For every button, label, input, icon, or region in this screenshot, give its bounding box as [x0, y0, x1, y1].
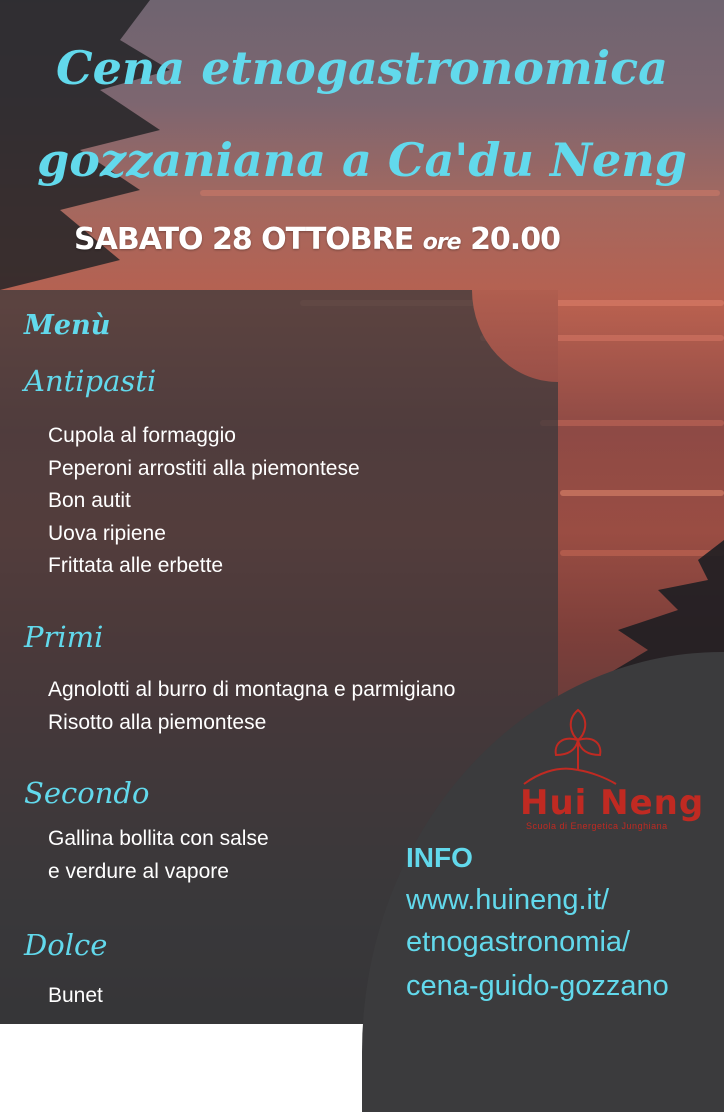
date-main: SABATO 28 OTTOBRE — [74, 222, 414, 257]
info-url-line1[interactable]: www.huineng.it/ — [406, 884, 610, 916]
list-item: Peperoni arrostiti alla piemontese — [48, 456, 360, 480]
section-primi: Primi — [24, 620, 104, 654]
section-secondo: Secondo — [24, 776, 150, 810]
section-dolce: Dolce — [24, 928, 108, 962]
list-item: Bon autit — [48, 489, 131, 512]
cloud-streak — [200, 190, 720, 196]
list-item: Uova ripiene — [48, 521, 166, 545]
logo-tagline: Scuola di Energetica Junghiana — [526, 821, 668, 831]
section-antipasti: Antipasti — [24, 364, 157, 398]
info-heading: INFO — [406, 842, 473, 873]
info-url-line3[interactable]: cena-guido-gozzano — [406, 970, 669, 1002]
list-item: Frittata alle erbette — [48, 554, 224, 577]
list-item: Cupola al formaggio — [48, 424, 236, 447]
menu-heading: Menù — [24, 310, 111, 341]
antipasti-list — [48, 420, 360, 583]
list-item: Agnolotti al burro di montagna e parmigiano — [48, 678, 456, 701]
date-ore: ore — [422, 230, 461, 255]
cloud-streak — [540, 420, 724, 426]
list-item: e verdure al vapore — [48, 859, 229, 883]
secondo-list — [48, 823, 269, 888]
event-title-line1: Cena etnogastronomica — [56, 41, 668, 95]
list-item: Gallina bollita con salse — [48, 827, 269, 850]
primi-list — [48, 674, 455, 739]
event-date — [74, 222, 560, 257]
date-time: 20.00 — [470, 222, 560, 257]
cloud-streak — [560, 490, 724, 496]
info-url-line2[interactable]: etnogastronomia/ — [406, 926, 631, 958]
event-title-line2: gozzaniana a Ca'du Neng — [37, 133, 687, 187]
dolce-list — [48, 980, 103, 1013]
logo-name: Hui Neng — [520, 783, 705, 823]
list-item: Bunet — [48, 984, 103, 1007]
list-item: Risotto alla piemontese — [48, 710, 267, 734]
